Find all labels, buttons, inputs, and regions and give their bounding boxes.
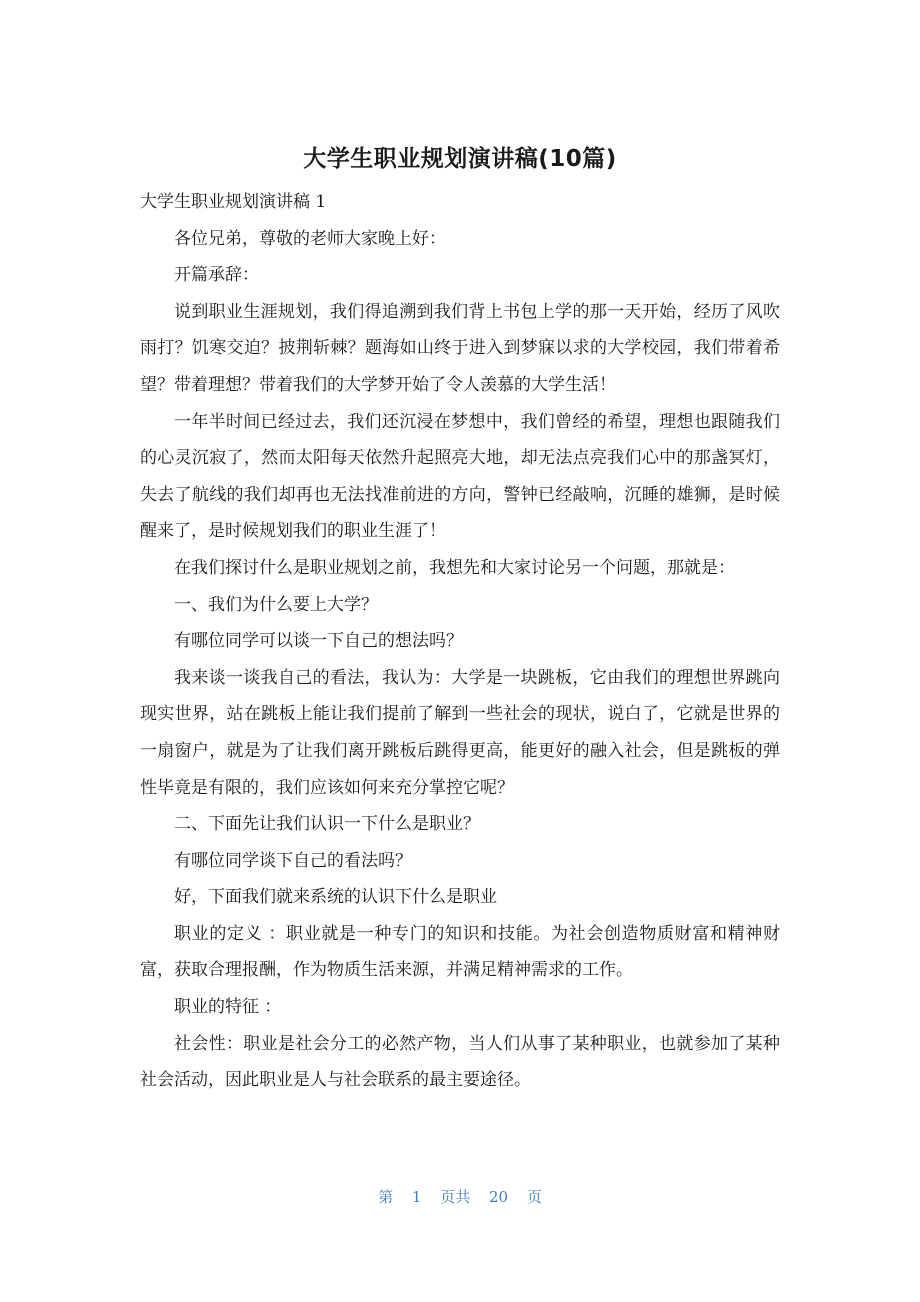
- page-label-prefix: 第: [378, 1188, 394, 1206]
- paragraph: 有哪位同学可以谈一下自己的想法吗？: [174, 631, 463, 652]
- current-page-number: 1: [411, 1188, 422, 1206]
- paragraph: 说到职业生涯规划，我们得追溯到我们背上书包上学的那一天开始，经历了风吹雨打？饥寒交迫？披荆斩棘？题海如山终于进入到梦寐以求的大学校园，我们带着希望？带着理想？带着我们的大学梦开始了令人羡慕的大学生活！: [140, 301, 780, 395]
- paragraph: 一年半时间已经过去，我们还沉浸在梦想中，我们曾经的希望，理想也跟随我们的心灵沉寂了，然而太阳每天依然升起照亮大地，却无法点亮我们心中的那盏冥灯，失去了航线的我们却再也无法找准前进的方向，警钟已经敲响，沉睡的雄狮，是时候醒来了，是时候规划我们的职业生涯了！: [140, 411, 780, 542]
- paragraph-opening: 开篇承辞：: [174, 265, 259, 286]
- page-footer: [0, 1186, 920, 1207]
- paragraph: 好，下面我们就来系统的认识下什么是职业: [174, 887, 497, 908]
- paragraph: 我来谈一谈我自己的看法，我认为：大学是一块跳板，它由我们的理想世界跳向现实世界，站在跳板上能让我们提前了解到一些社会的现状，说白了，它就是世界的一扇窗户，就是为了让我们离开跳板后跳得更高，能更好的融入社会，但是跳板的弹性毕竟是有限的，我们应该如何来充分掌控它呢？: [140, 667, 780, 798]
- paragraph-definition: 职业的定义 ：职业就是一种专门的知识和技能。为社会创造物质财富和精神财富，获取合理报酬，作为物质生活来源，并满足精神需求的工作。: [140, 923, 780, 981]
- question-heading-2: 二、下面先让我们认识一下什么是职业？: [174, 814, 480, 835]
- paragraph: 在我们探讨什么是职业规划之前，我想先和大家讨论另一个问题，那就是：: [174, 557, 735, 578]
- paragraph-greeting: 各位兄弟，尊敬的老师大家晚上好：: [174, 228, 446, 249]
- document-body: [140, 184, 780, 1099]
- paragraph: 有哪位同学谈下自己的看法吗？: [174, 850, 412, 871]
- document-title: 大学生职业规划演讲稿(10篇): [303, 146, 617, 172]
- page-label-suffix: 页: [526, 1188, 542, 1206]
- section-heading: 大学生职业规划演讲稿 1: [140, 192, 327, 212]
- paragraph-features: 职业的特征 ：: [174, 997, 282, 1018]
- paragraph-social: 社会性：职业是社会分工的必然产物，当人们从事了某种职业，也就参加了某种社会活动，因此职业是人与社会联系的最主要途径。: [140, 1033, 780, 1091]
- total-pages-number: 20: [489, 1188, 509, 1206]
- question-heading-1: 一、我们为什么要上大学？: [174, 594, 378, 615]
- page-label-middle: 页共: [440, 1188, 471, 1206]
